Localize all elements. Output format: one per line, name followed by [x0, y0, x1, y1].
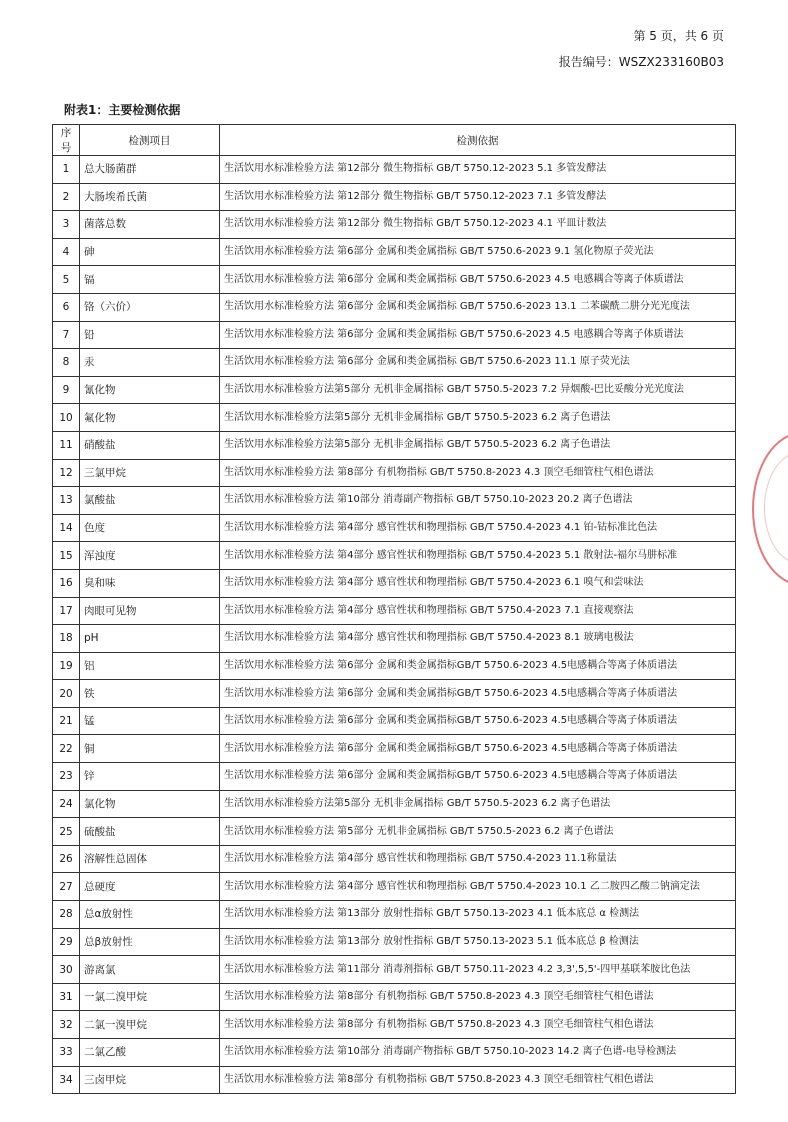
row-number-cell: 22 [53, 735, 80, 763]
detection-basis-cell: 生活饮用水标准检验方法 第6部分 金属和类金属指标GB/T 5750.6-2023 4.5电感耦合等离子体质谱法 [220, 652, 736, 680]
table-row [53, 707, 736, 735]
table-row [53, 680, 736, 708]
table-row [53, 514, 736, 542]
detection-item-cell: 氟化物 [80, 404, 220, 432]
row-number-cell: 33 [53, 1039, 80, 1067]
detection-basis-cell: 生活饮用水标准检验方法 第6部分 金属和类金属指标GB/T 5750.6-2023 4.5电感耦合等离子体质谱法 [220, 707, 736, 735]
detection-basis-cell: 生活饮用水标准检验方法 第12部分 微生物指标 GB/T 5750.12-2023 5.1 多管发酵法 [220, 156, 736, 184]
detection-item-cell: 总α放射性 [80, 901, 220, 929]
table-header-row [53, 125, 736, 156]
table-row [53, 1066, 736, 1094]
column-header-basis: 检测依据 [220, 125, 736, 156]
row-number-cell: 10 [53, 404, 80, 432]
detection-basis-cell: 生活饮用水标准检验方法 第13部分 放射性指标 GB/T 5750.13-2023 5.1 低本底总 β 检测法 [220, 928, 736, 956]
table-row [53, 321, 736, 349]
detection-basis-cell: 生活饮用水标准检验方法第5部分 无机非金属指标 GB/T 5750.5-2023 6.2 离子色谱法 [220, 404, 736, 432]
column-header-seq: 序号 [53, 125, 80, 156]
row-number-cell: 9 [53, 376, 80, 404]
table-row [53, 652, 736, 680]
table-row [53, 238, 736, 266]
detection-item-cell: 游离氯 [80, 956, 220, 984]
row-number-cell: 31 [53, 983, 80, 1011]
detection-basis-cell: 生活饮用水标准检验方法 第8部分 有机物指标 GB/T 5750.8-2023 4.3 顶空毛细管柱气相色谱法 [220, 1011, 736, 1039]
table-row [53, 763, 736, 791]
detection-basis-cell: 生活饮用水标准检验方法 第6部分 金属和类金属指标 GB/T 5750.6-2023 4.5 电感耦合等离子体质谱法 [220, 321, 736, 349]
row-number-cell: 8 [53, 349, 80, 377]
detection-item-cell: pH [80, 625, 220, 653]
detection-basis-cell: 生活饮用水标准检验方法第5部分 无机非金属指标 GB/T 5750.5-2023 6.2 离子色谱法 [220, 431, 736, 459]
row-number-cell: 12 [53, 459, 80, 487]
detection-item-cell: 砷 [80, 238, 220, 266]
detection-basis-cell: 生活饮用水标准检验方法 第6部分 金属和类金属指标 GB/T 5750.6-2023 9.1 氢化物原子荧光法 [220, 238, 736, 266]
detection-basis-cell: 生活饮用水标准检验方法 第4部分 感官性状和物理指标 GB/T 5750.4-2023 7.1 直接观察法 [220, 597, 736, 625]
detection-item-cell: 臭和味 [80, 569, 220, 597]
column-header-item: 检测项目 [80, 125, 220, 156]
row-number-cell: 29 [53, 928, 80, 956]
detection-basis-cell: 生活饮用水标准检验方法 第12部分 微生物指标 GB/T 5750.12-2023 4.1 平皿计数法 [220, 211, 736, 239]
detection-basis-cell: 生活饮用水标准检验方法 第6部分 金属和类金属指标 GB/T 5750.6-2023 13.1 二苯碳酰二肼分光光度法 [220, 293, 736, 321]
detection-item-cell: 硫酸盐 [80, 818, 220, 846]
row-number-cell: 7 [53, 321, 80, 349]
table-row [53, 956, 736, 984]
detection-item-cell: 氯化物 [80, 790, 220, 818]
table-row [53, 156, 736, 184]
detection-basis-cell: 生活饮用水标准检验方法 第5部分 无机非金属指标 GB/T 5750.5-2023 6.2 离子色谱法 [220, 818, 736, 846]
row-number-cell: 30 [53, 956, 80, 984]
detection-item-cell: 溶解性总固体 [80, 845, 220, 873]
detection-basis-cell: 生活饮用水标准检验方法 第11部分 消毒剂指标 GB/T 5750.11-2023 4.2 3,3',5,5'-四甲基联苯胺比色法 [220, 956, 736, 984]
row-number-cell: 17 [53, 597, 80, 625]
detection-basis-cell: 生活饮用水标准检验方法 第6部分 金属和类金属指标GB/T 5750.6-2023 4.5电感耦合等离子体质谱法 [220, 735, 736, 763]
row-number-cell: 19 [53, 652, 80, 680]
table-row [53, 1039, 736, 1067]
detection-basis-cell: 生活饮用水标准检验方法 第13部分 放射性指标 GB/T 5750.13-2023 4.1 低本底总 α 检测法 [220, 901, 736, 929]
detection-item-cell: 二氯乙酸 [80, 1039, 220, 1067]
table-row [53, 404, 736, 432]
detection-item-cell: 锰 [80, 707, 220, 735]
detection-basis-cell: 生活饮用水标准检验方法 第4部分 感官性状和物理指标 GB/T 5750.4-2023 8.1 玻璃电极法 [220, 625, 736, 653]
detection-item-cell: 铜 [80, 735, 220, 763]
detection-item-cell: 锌 [80, 763, 220, 791]
detection-basis-cell: 生活饮用水标准检验方法 第4部分 感官性状和物理指标 GB/T 5750.4-2023 4.1 铂-钴标准比色法 [220, 514, 736, 542]
detection-basis-cell: 生活饮用水标准检验方法 第4部分 感官性状和物理指标 GB/T 5750.4-2023 10.1 乙二胺四乙酸二钠滴定法 [220, 873, 736, 901]
row-number-cell: 25 [53, 818, 80, 846]
detection-item-cell: 大肠埃希氏菌 [80, 183, 220, 211]
detection-item-cell: 镉 [80, 266, 220, 294]
row-number-cell: 20 [53, 680, 80, 708]
table-row [53, 569, 736, 597]
detection-item-cell: 氯酸盐 [80, 487, 220, 515]
table-row [53, 735, 736, 763]
row-number-cell: 1 [53, 156, 80, 184]
table-row [53, 928, 736, 956]
detection-item-cell: 一氯二溴甲烷 [80, 983, 220, 1011]
table-row [53, 211, 736, 239]
table-row [53, 183, 736, 211]
table-row [53, 542, 736, 570]
detection-basis-cell: 生活饮用水标准检验方法 第4部分 感官性状和物理指标 GB/T 5750.4-2023 6.1 嗅气和尝味法 [220, 569, 736, 597]
detection-basis-cell: 生活饮用水标准检验方法 第8部分 有机物指标 GB/T 5750.8-2023 4.3 顶空毛细管柱气相色谱法 [220, 1066, 736, 1094]
detection-basis-cell: 生活饮用水标准检验方法 第6部分 金属和类金属指标 GB/T 5750.6-2023 4.5 电感耦合等离子体质谱法 [220, 266, 736, 294]
detection-item-cell: 肉眼可见物 [80, 597, 220, 625]
row-number-cell: 18 [53, 625, 80, 653]
table-row [53, 901, 736, 929]
row-number-cell: 16 [53, 569, 80, 597]
row-number-cell: 28 [53, 901, 80, 929]
detection-basis-cell: 生活饮用水标准检验方法 第10部分 消毒副产物指标 GB/T 5750.10-2023 14.2 离子色谱-电导检测法 [220, 1039, 736, 1067]
detection-item-cell: 铅 [80, 321, 220, 349]
detection-item-cell: 色度 [80, 514, 220, 542]
table-row [53, 983, 736, 1011]
row-number-cell: 13 [53, 487, 80, 515]
table-row [53, 790, 736, 818]
row-number-cell: 24 [53, 790, 80, 818]
row-number-cell: 5 [53, 266, 80, 294]
table-row [53, 431, 736, 459]
detection-basis-cell: 生活饮用水标准检验方法第5部分 无机非金属指标 GB/T 5750.5-2023 6.2 离子色谱法 [220, 790, 736, 818]
detection-basis-cell: 生活饮用水标准检验方法 第6部分 金属和类金属指标GB/T 5750.6-2023 4.5电感耦合等离子体质谱法 [220, 763, 736, 791]
detection-item-cell: 铁 [80, 680, 220, 708]
detection-item-cell: 三氯甲烷 [80, 459, 220, 487]
table-title: 附表1：主要检测依据 [64, 103, 181, 117]
table-row [53, 625, 736, 653]
row-number-cell: 3 [53, 211, 80, 239]
table-row [53, 845, 736, 873]
detection-item-cell: 二氯一溴甲烷 [80, 1011, 220, 1039]
detection-item-cell: 硝酸盐 [80, 431, 220, 459]
table-row [53, 459, 736, 487]
table-row [53, 266, 736, 294]
row-number-cell: 4 [53, 238, 80, 266]
table-row [53, 349, 736, 377]
detection-basis-cell: 生活饮用水标准检验方法 第12部分 微生物指标 GB/T 5750.12-2023 7.1 多管发酵法 [220, 183, 736, 211]
table-row [53, 1011, 736, 1039]
detection-basis-cell: 生活饮用水标准检验方法 第8部分 有机物指标 GB/T 5750.8-2023 4.3 顶空毛细管柱气相色谱法 [220, 459, 736, 487]
page-number: 第 5 页，共 6 页 [633, 29, 724, 43]
row-number-cell: 15 [53, 542, 80, 570]
row-number-cell: 6 [53, 293, 80, 321]
row-number-cell: 34 [53, 1066, 80, 1094]
detection-basis-cell: 生活饮用水标准检验方法 第8部分 有机物指标 GB/T 5750.8-2023 4.3 顶空毛细管柱气相色谱法 [220, 983, 736, 1011]
report-number: 报告编号：WSZX233160B03 [558, 55, 724, 69]
detection-item-cell: 浑浊度 [80, 542, 220, 570]
row-number-cell: 32 [53, 1011, 80, 1039]
detection-basis-cell: 生活饮用水标准检验方法第5部分 无机非金属指标 GB/T 5750.5-2023 7.2 异烟酸-巴比妥酸分光光度法 [220, 376, 736, 404]
table-row [53, 873, 736, 901]
detection-item-cell: 菌落总数 [80, 211, 220, 239]
table-row [53, 376, 736, 404]
row-number-cell: 14 [53, 514, 80, 542]
row-number-cell: 23 [53, 763, 80, 791]
detection-basis-cell: 生活饮用水标准检验方法 第10部分 消毒副产物指标 GB/T 5750.10-2023 20.2 离子色谱法 [220, 487, 736, 515]
table-row [53, 487, 736, 515]
detection-basis-table [52, 124, 736, 1094]
detection-item-cell: 铝 [80, 652, 220, 680]
row-number-cell: 26 [53, 845, 80, 873]
table-row [53, 597, 736, 625]
row-number-cell: 27 [53, 873, 80, 901]
table-row [53, 818, 736, 846]
detection-item-cell: 铬（六价） [80, 293, 220, 321]
detection-item-cell: 三卤甲烷 [80, 1066, 220, 1094]
detection-item-cell: 总硬度 [80, 873, 220, 901]
detection-item-cell: 总大肠菌群 [80, 156, 220, 184]
detection-basis-cell: 生活饮用水标准检验方法 第6部分 金属和类金属指标 GB/T 5750.6-2023 11.1 原子荧光法 [220, 349, 736, 377]
detection-basis-cell: 生活饮用水标准检验方法 第4部分 感官性状和物理指标 GB/T 5750.4-2023 5.1 散射法-福尔马肼标准 [220, 542, 736, 570]
detection-basis-cell: 生活饮用水标准检验方法 第6部分 金属和类金属指标GB/T 5750.6-2023 4.5电感耦合等离子体质谱法 [220, 680, 736, 708]
detection-item-cell: 氰化物 [80, 376, 220, 404]
row-number-cell: 2 [53, 183, 80, 211]
detection-item-cell: 汞 [80, 349, 220, 377]
detection-item-cell: 总β放射性 [80, 928, 220, 956]
detection-basis-cell: 生活饮用水标准检验方法 第4部分 感官性状和物理指标 GB/T 5750.4-2023 11.1称量法 [220, 845, 736, 873]
row-number-cell: 21 [53, 707, 80, 735]
row-number-cell: 11 [53, 431, 80, 459]
table-row [53, 293, 736, 321]
